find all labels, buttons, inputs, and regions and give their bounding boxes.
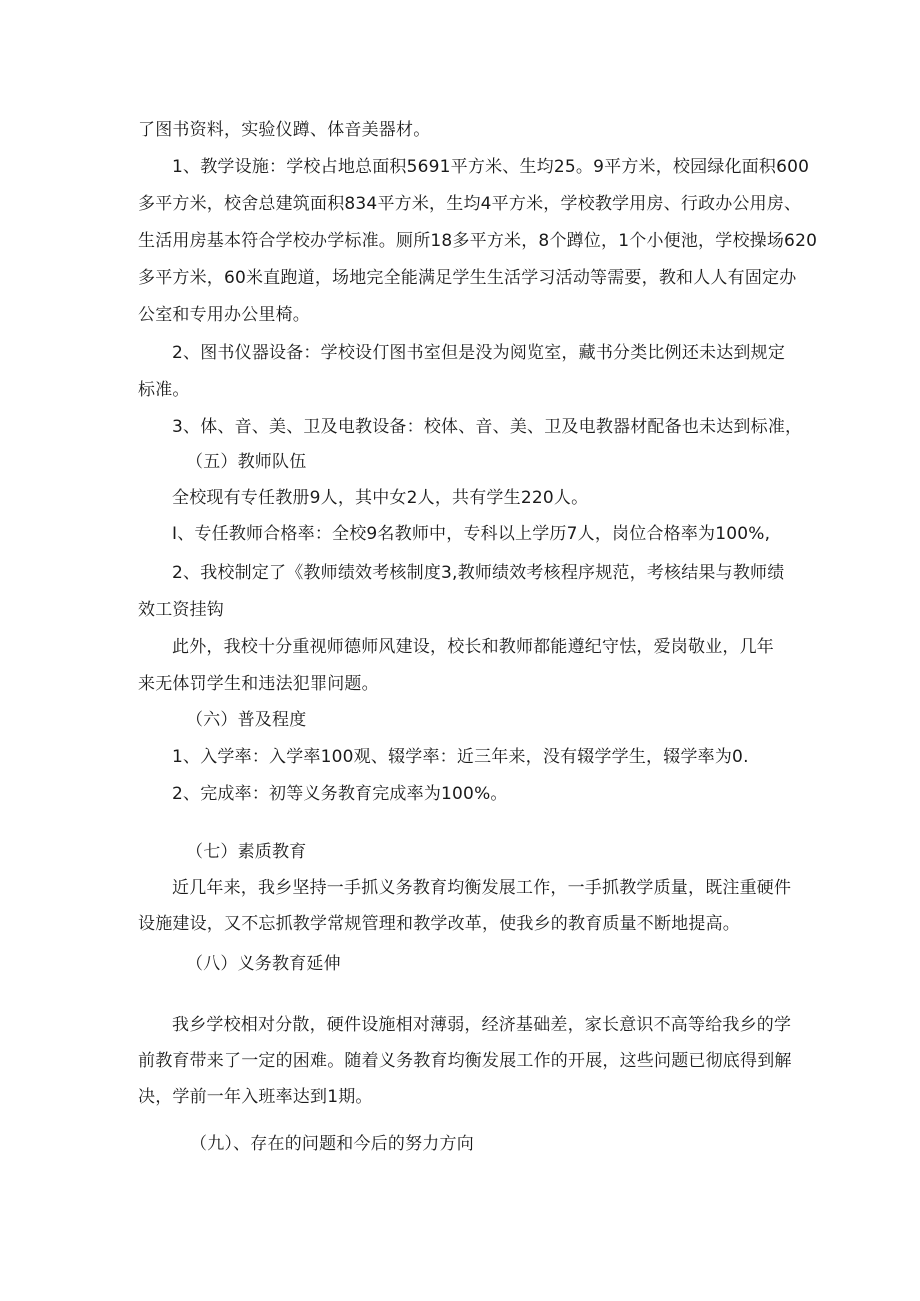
section-heading: （七）素质教育 xyxy=(186,842,307,862)
paragraph-line: 来无体罚学生和违法犯罪问题。 xyxy=(138,674,379,694)
paragraph-line: 效工资挂钩 xyxy=(138,600,224,620)
paragraph-line: 多平方米，60米直跑道，场地完全能满足学生生活学习活动等需要，教和人人有固定办 xyxy=(138,268,797,288)
paragraph-line: 1、入学率：入学率100观、辍学率：近三年来，没有辍学学生，辍学率为0. xyxy=(172,747,749,767)
paragraph-line: 3、体、音、美、卫及电教设备：校体、音、美、卫及电教器材配备也未达到标准， xyxy=(172,417,803,437)
paragraph-line: 我乡学校相对分散，硬件设施相对薄弱，经济基础差，家长意识不高等给我乡的学 xyxy=(172,1015,792,1035)
section-heading: （五）教师队伍 xyxy=(186,452,307,472)
paragraph-line: 了图书资料，实验仪蹲、体音美器材。 xyxy=(138,120,431,140)
section-heading: （九）、存在的问题和今后的努力方向 xyxy=(190,1134,474,1154)
paragraph-line: I、专任教师合格率：全校9名教师中，专科以上学历7人，岗位合格率为100%, xyxy=(172,524,771,544)
paragraph-line: 2、图书仪器设备：学校设仃图书室但是没为阅览室，藏书分类比例还未达到规定 xyxy=(172,343,786,363)
paragraph-line: 2、我校制定了《教师绩效考核制度3,教师绩效考核程序规范，考核结果与教师绩 xyxy=(172,563,785,583)
paragraph-line: 1、教学设施：学校占地总面积5691平方米、生均25。9平方米，校园绿化面积600 xyxy=(172,157,810,177)
paragraph-line: 前教育带来了一定的困难。随着义务教育均衡发展工作的开展，这些问题已彻底得到解 xyxy=(138,1051,792,1071)
section-heading: （八）义务教育延伸 xyxy=(186,954,341,974)
paragraph-line: 多平方米，校舍总建筑面积834平方米，生均4平方米，学校教学用房、行政办公用房、 xyxy=(138,194,802,214)
paragraph-line: 生活用房基本符合学校办学标准。厕所18多平方米，8个蹲位，1个小便池，学校操场620 xyxy=(138,231,818,251)
paragraph-line: 全校现有专任教册9人，其中女2人，共有学生220人。 xyxy=(172,488,589,508)
paragraph-line: 设施建设，又不忘抓教学常规管理和教学改革，使我乡的教育质量不断地提高。 xyxy=(138,914,740,934)
paragraph-line: 决，学前一年入班率达到1期。 xyxy=(138,1087,373,1107)
paragraph-line: 2、完成率：初等义务教育完成率为100%。 xyxy=(172,784,508,804)
paragraph-line: 公室和专用办公里椅。 xyxy=(138,305,310,325)
paragraph-line: 此外，我校十分重视师德师风建设，校长和教师都能遵纪守怯，爱岗敬业，几年 xyxy=(172,637,774,657)
section-heading: （六）普及程度 xyxy=(186,710,307,730)
paragraph-line: 近几年来，我乡坚持一手抓义务教育均衡发展工作，一手抓教学质量，既注重硬件 xyxy=(172,878,792,898)
paragraph-line: 标准。 xyxy=(138,380,190,400)
